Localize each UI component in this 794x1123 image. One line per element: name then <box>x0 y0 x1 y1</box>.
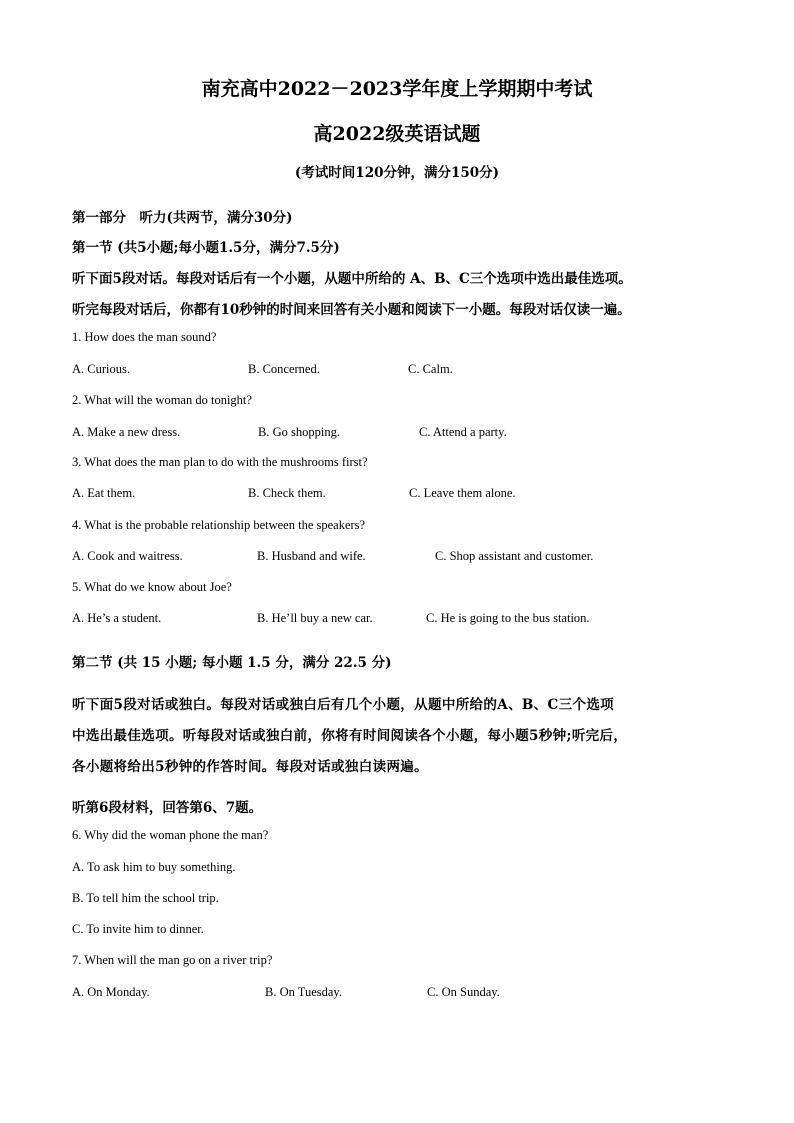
material-6-heading: 听第6段材料，回答第6、7题。 <box>72 800 263 816</box>
question-3-stem: 3. What does the man plan to do with the mushrooms first? <box>72 455 368 469</box>
section1-instruction-line2: 听完每段对话后，你都有10秒钟的时间来回答有关小题和阅读下一小题。每段对话仅读一遍。 <box>72 302 631 318</box>
question-1-option-c: C. Calm. <box>408 362 453 376</box>
section2-instruction-line3: 各小题将给出5秒钟的作答时间。每段对话或独白读两遍。 <box>72 759 428 775</box>
question-5-option-b: B. He’ll buy a new car. <box>257 611 373 625</box>
section2-instruction-line1: 听下面5段对话或独白。每段对话或独白后有几个小题，从题中所给的A、B、C三个选项 <box>72 697 615 713</box>
question-6-option-b: B. To tell him the school trip. <box>72 891 219 905</box>
question-6-option-a: A. To ask him to buy something. <box>72 860 236 874</box>
question-6-option-c: C. To invite him to dinner. <box>72 922 204 936</box>
question-4-option-a: A. Cook and waitress. <box>72 549 183 563</box>
section2-instruction-line2: 中选出最佳选项。听每段对话或独白前，你将有时间阅读各个小题，每小题5秒钟;听完后， <box>72 728 628 744</box>
question-1-stem: 1. How does the man sound? <box>72 330 217 344</box>
question-6-stem: 6. Why did the woman phone the man? <box>72 828 269 842</box>
exam-subtitle: 高2022级英语试题 <box>313 123 481 145</box>
question-2-option-a: A. Make a new dress. <box>72 425 181 439</box>
section1-heading: 第一节 (共5小题;每小题1.5分，满分7.5分) <box>72 240 340 256</box>
question-4-option-c: C. Shop assistant and customer. <box>435 549 594 563</box>
question-5-option-a: A. He’s a student. <box>72 611 162 625</box>
exam-info: (考试时间120分钟，满分150分) <box>294 165 500 181</box>
question-5-option-c: C. He is going to the bus station. <box>426 611 590 625</box>
question-4-option-b: B. Husband and wife. <box>257 549 366 563</box>
question-7-option-b: B. On Tuesday. <box>265 985 342 999</box>
question-2-option-c: C. Attend a party. <box>419 425 507 439</box>
part1-heading: 第一部分 听力(共两节，满分30分) <box>72 210 293 226</box>
section1-instruction-line1: 听下面5段对话。每段对话后有一个小题，从题中所给的 A、B、C三个选项中选出最佳选项。 <box>72 271 632 287</box>
question-1-option-a: A. Curious. <box>72 362 130 376</box>
exam-title: 南充高中2022－2023学年度上学期期中考试 <box>201 78 593 100</box>
question-1-option-b: B. Concerned. <box>248 362 320 376</box>
question-2-option-b: B. Go shopping. <box>258 425 340 439</box>
question-7-stem: 7. When will the man go on a river trip? <box>72 953 273 967</box>
question-7-option-a: A. On Monday. <box>72 985 150 999</box>
question-3-option-b: B. Check them. <box>248 486 326 500</box>
question-4-stem: 4. What is the probable relationship between the speakers? <box>72 518 366 532</box>
question-3-option-c: C. Leave them alone. <box>409 486 516 500</box>
question-7-option-c: C. On Sunday. <box>427 985 500 999</box>
question-2-stem: 2. What will the woman do tonight? <box>72 393 252 407</box>
question-3-option-a: A. Eat them. <box>72 486 136 500</box>
section2-heading: 第二节 (共 15 小题; 每小题 1.5 分，满分 22.5 分) <box>72 655 392 671</box>
question-5-stem: 5. What do we know about Joe? <box>72 580 232 594</box>
